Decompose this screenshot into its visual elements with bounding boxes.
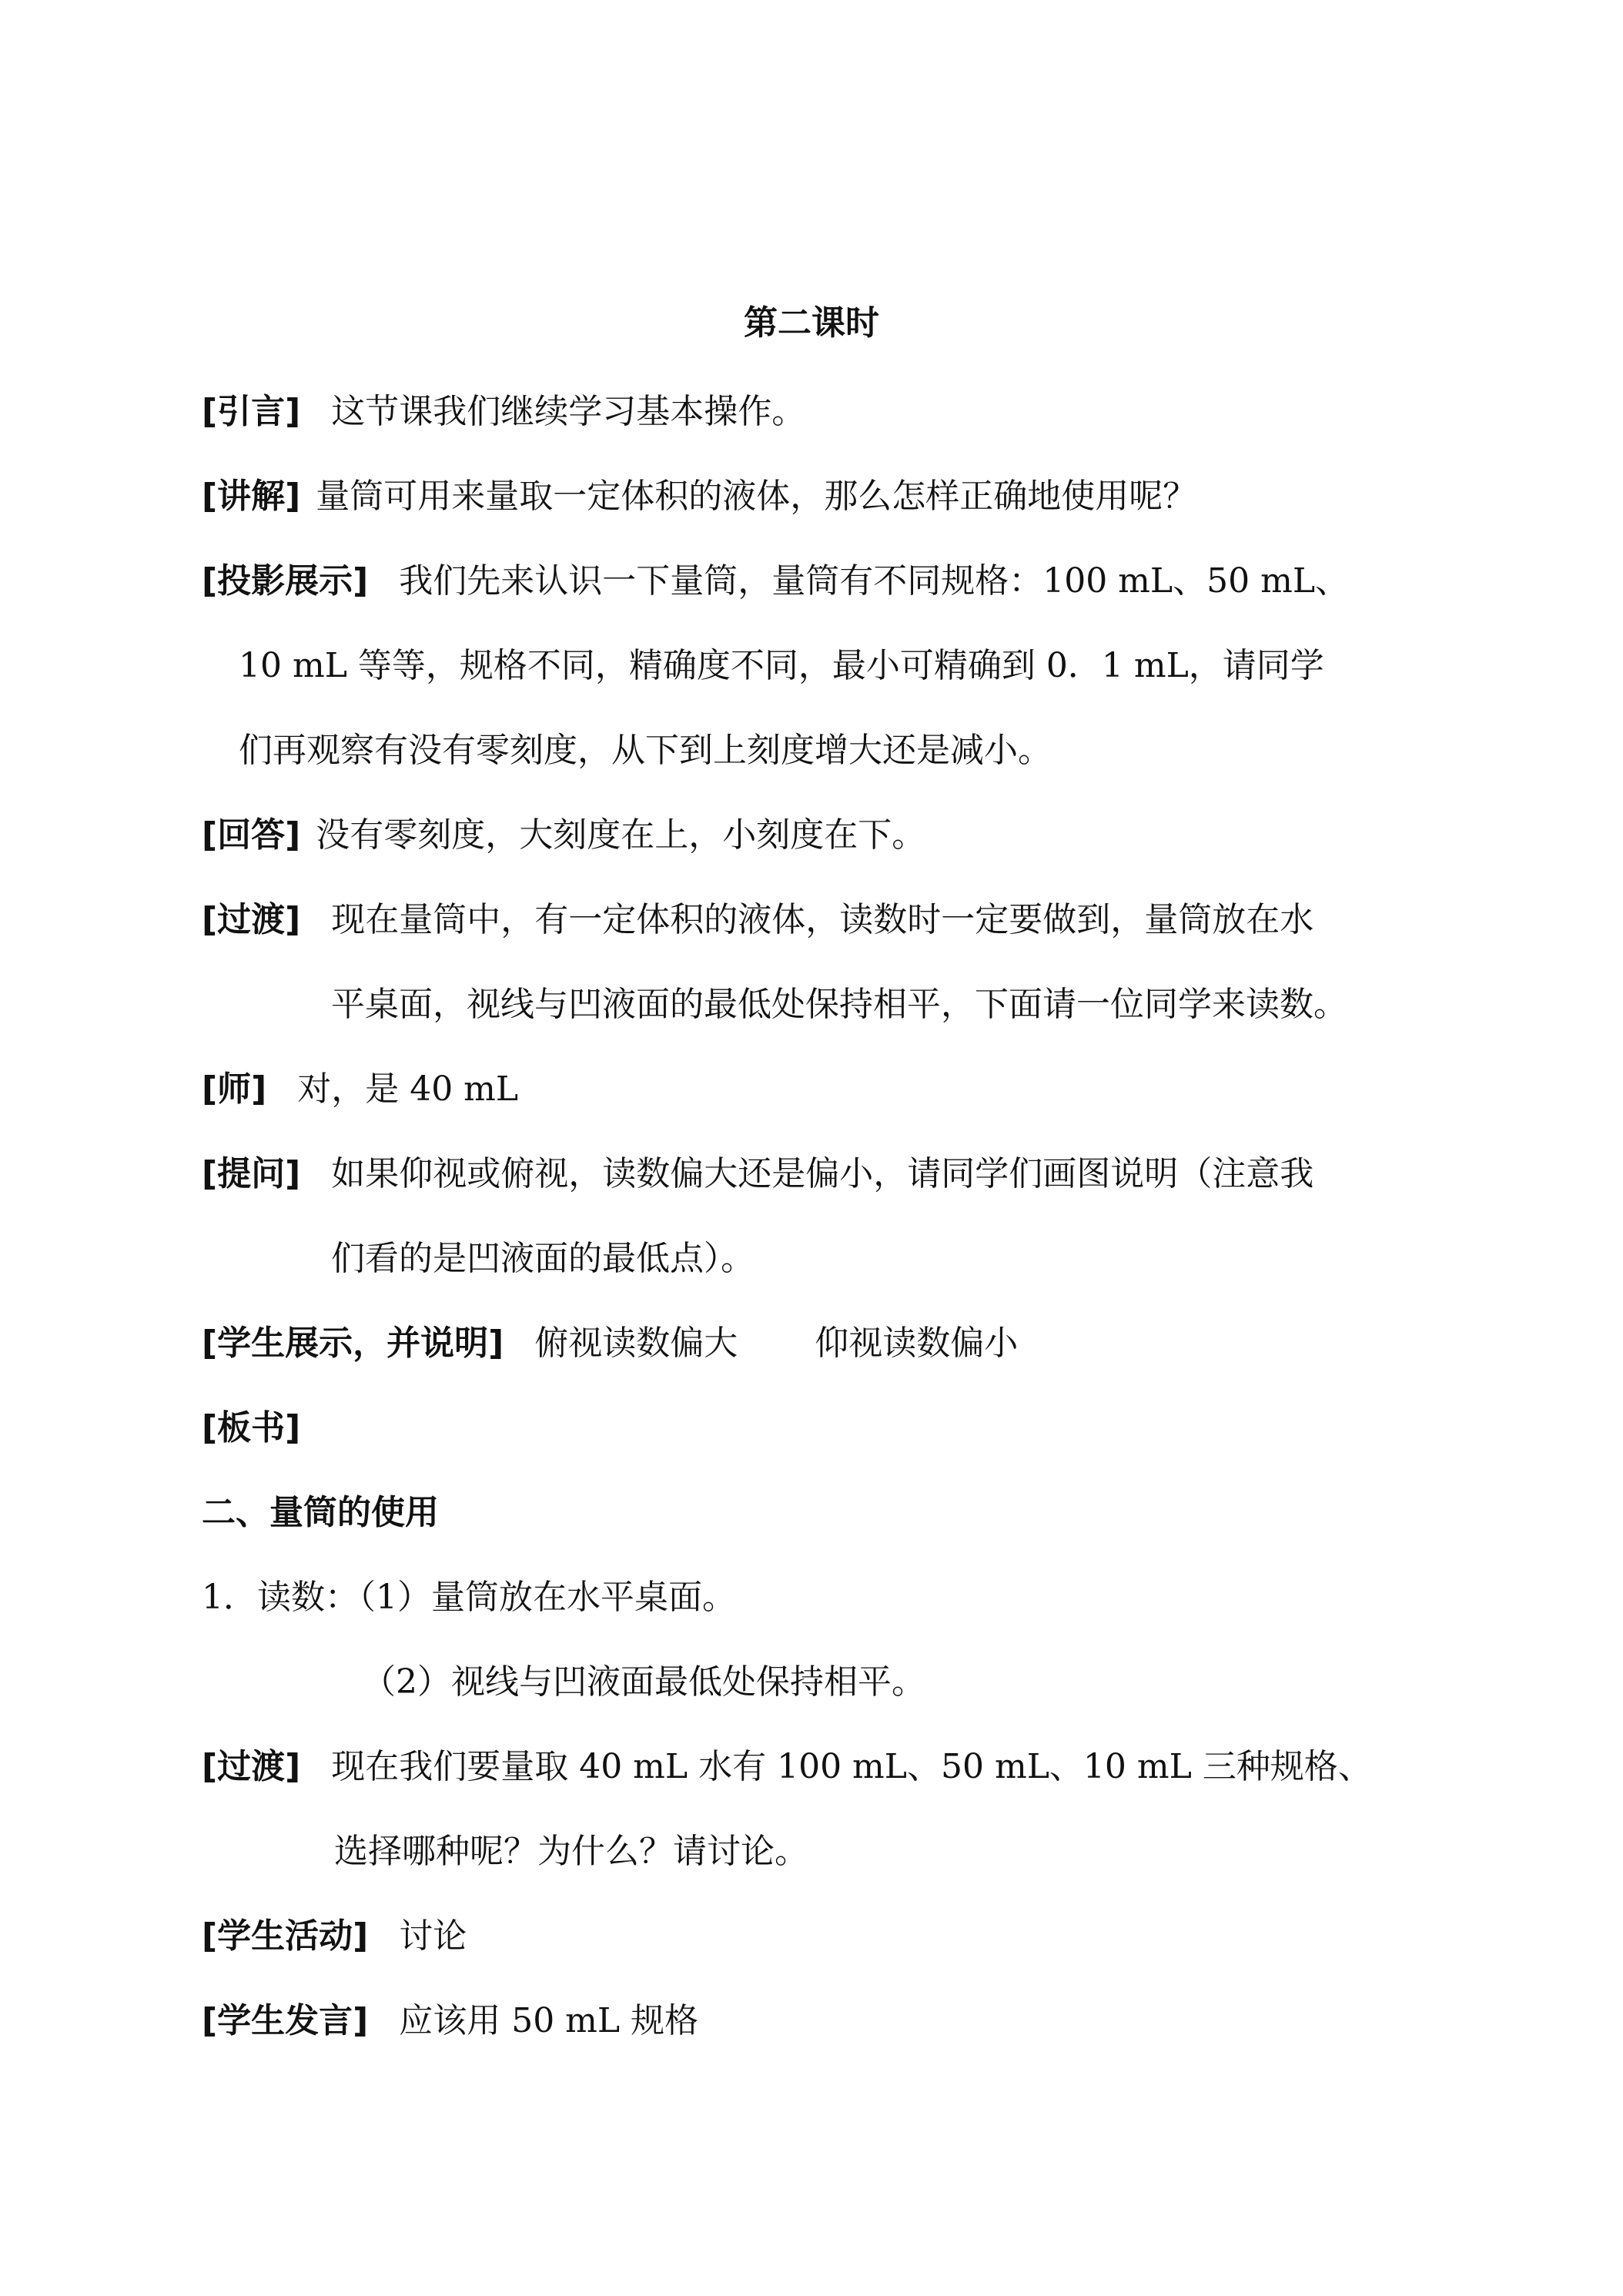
projection-line-2: 10 mL 等等，规格不同，精确度不同，最小可精确到 0．1 mL，请同学 — [239, 646, 1324, 685]
answer-text: 没有零刻度，大刻度在上，小刻度在下。 — [316, 815, 926, 855]
projection-text-1: 我们先来认识一下量筒，量筒有不同规格：100 mL、50 mL、 — [399, 561, 1350, 601]
intro-tag: [引言] — [202, 392, 301, 431]
activity-line — [202, 1913, 467, 1960]
speech-tag: [学生发言] — [202, 2001, 369, 2040]
projection-tag: [投影展示] — [202, 561, 369, 601]
board-line — [202, 1405, 300, 1451]
explain-line — [202, 474, 1196, 520]
transition1-line-1 — [202, 897, 1313, 943]
transition2-tag: [过渡] — [202, 1747, 301, 1786]
question-tag: [提问] — [202, 1154, 301, 1193]
teacher-line — [202, 1066, 518, 1113]
projection-line-1 — [202, 558, 1349, 604]
transition2-text-1: 现在我们要量取 40 mL 水有 100 mL、50 mL、10 mL 三种规格、 — [331, 1747, 1372, 1786]
speech-text: 应该用 50 mL 规格 — [399, 2001, 699, 2040]
intro-text: 这节课我们继续学习基本操作。 — [331, 392, 806, 431]
reading-line-2: （2）视线与凹液面最低处保持相平。 — [362, 1662, 925, 1702]
question-line-2: 们看的是凹液面的最低点）。 — [331, 1239, 755, 1278]
activity-tag: [学生活动] — [202, 1916, 369, 1956]
student-show-text-b: 仰视读数偏小 — [815, 1324, 1019, 1363]
student-show-text-a: 俯视读数偏大 — [534, 1324, 738, 1363]
student-show-tag: [学生展示，并说明] — [202, 1324, 504, 1363]
activity-text: 讨论 — [399, 1916, 467, 1956]
answer-line — [202, 812, 925, 858]
answer-tag: [回答] — [202, 815, 301, 855]
transition1-text-1: 现在量筒中，有一定体积的液体，读数时一定要做到，量筒放在水 — [331, 900, 1314, 939]
transition1-line-2: 平桌面，视线与凹液面的最低处保持相平，下面请一位同学来读数。 — [331, 985, 1347, 1024]
teacher-tag: [师] — [202, 1069, 267, 1109]
question-line-1 — [202, 1151, 1313, 1197]
student-show-line — [202, 1320, 1018, 1367]
board-tag: [板书] — [202, 1408, 301, 1448]
explain-tag: [讲解] — [202, 477, 301, 516]
projection-line-3: 们再观察有没有零刻度，从下到上刻度增大还是减小。 — [239, 731, 1052, 770]
intro-line — [202, 389, 805, 435]
section-heading: 二、量筒的使用 — [202, 1493, 439, 1532]
transition1-tag: [过渡] — [202, 900, 301, 939]
question-text-1: 如果仰视或俯视，读数偏大还是偏小，请同学们画图说明（注意我 — [331, 1154, 1314, 1193]
page-title: 第二课时 — [744, 303, 879, 343]
teacher-text: 对，是 40 mL — [297, 1069, 519, 1109]
transition2-line-2: 选择哪种呢？为什么？请讨论。 — [334, 1832, 808, 1871]
speech-line — [202, 1998, 698, 2044]
explain-text: 量筒可用来量取一定体积的液体，那么怎样正确地使用呢？ — [316, 477, 1197, 516]
reading-line-1: 1．读数：（1）量筒放在水平桌面。 — [202, 1578, 736, 1617]
transition2-line-1 — [202, 1744, 1372, 1790]
